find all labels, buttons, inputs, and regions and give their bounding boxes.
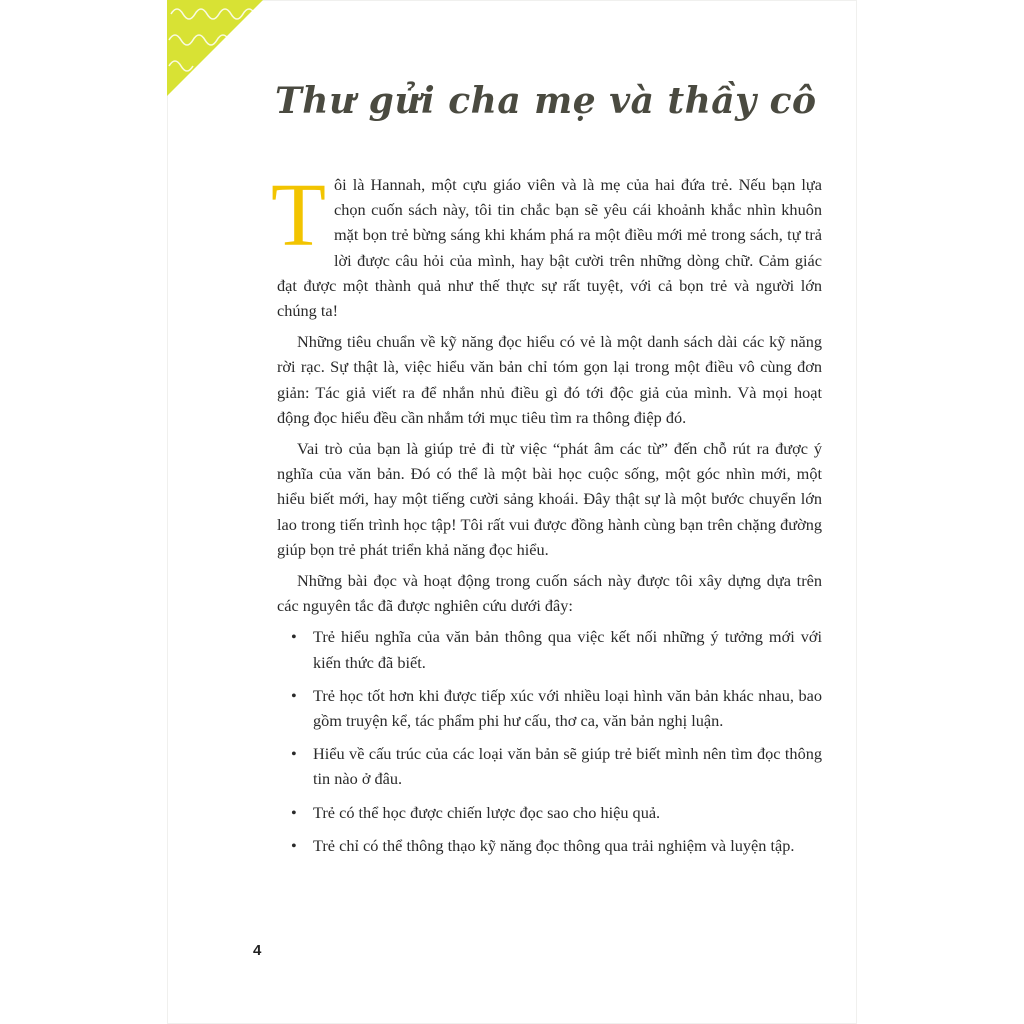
- page-title: Thư gửi cha mẹ và thầy cô: [275, 80, 817, 122]
- bullet-icon: •: [291, 685, 297, 705]
- list-item-text: Trẻ hiểu nghĩa của văn bản thông qua việc kết nối những ý tưởng mới với kiến thức đã biết.: [313, 627, 822, 672]
- list-item: [291, 683, 822, 733]
- list-item: [291, 624, 822, 674]
- principles-list: [277, 624, 822, 858]
- list-item-text: Trẻ chỉ có thể thông thạo kỹ năng đọc thông qua trải nghiệm và luyện tập.: [313, 835, 795, 855]
- list-item-text: Trẻ học tốt hơn khi được tiếp xúc với nhiều loại hình văn bản khác nhau, bao gồm truyện kể, tác phẩm phi hư cấu, thơ ca, văn bản nghị luận.: [313, 685, 822, 731]
- paragraph: Vai trò của bạn là giúp trẻ đi từ việc “phát âm các từ” đến chỗ rút ra được ý nghĩa của văn bản. Đó có thể là một bài học cuộc sống, một góc nhìn mới, một hiểu biết mới, hay một tiếng cười sảng khoái. Đây thật sự là một bước chuyển lớn lao trong tiến trình học tập! Tôi rất vui được đồng hành cùng bạn trên chặng đường giúp bọn trẻ phát triển khả năng đọc hiểu.: [277, 439, 822, 559]
- book-page: [167, 0, 857, 1024]
- list-item: [291, 833, 822, 858]
- paragraph: Những bài đọc và hoạt động trong cuốn sách này được tôi xây dựng dựa trên các nguyên tắc đã được nghiên cứu dưới đây:: [277, 571, 822, 616]
- bullet-icon: •: [291, 744, 297, 764]
- paragraph: Những tiêu chuẩn về kỹ năng đọc hiểu có vẻ là một danh sách dài các kỹ năng rời rạc. Sự thật là, việc hiểu văn bản chỉ tóm gọn lại trong một điều vô cùng đơn giản: Tác giả viết ra để nhắn nhủ điều gì đó tới độc giả của mình. Và mọi hoạt động đọc hiểu đều cần nhắm tới mục tiêu tìm ra thông điệp đó.: [277, 332, 822, 427]
- intro-text: ôi là Hannah, một cựu giáo viên và là mẹ của hai đứa trẻ. Nếu bạn lựa chọn cuốn sách này, tôi tin chắc bạn sẽ yêu cái khoảnh khắc nhìn khuôn mặt bọn trẻ bừng sáng khi khám phá ra một điều mới mẻ trong sách, tự trả lời được câu hỏi của mình, hay bật cười trên những dòng chữ. Cảm giác đạt được một thành quả như thế thực sự rất tuyệt, với cả bọn trẻ và người lớn chúng ta!: [277, 175, 822, 321]
- list-item-text: Hiểu về cấu trúc của các loại văn bản sẽ giúp trẻ biết mình nên tìm đọc thông tin nào ở đâu.: [313, 744, 822, 789]
- bullet-icon: •: [291, 802, 297, 822]
- intro-paragraph: [271, 166, 822, 323]
- drop-cap: T: [271, 166, 326, 265]
- page-number: 4: [253, 942, 262, 959]
- list-item-text: Trẻ có thể học được chiến lược đọc sao cho hiệu quả.: [313, 802, 661, 822]
- list-item: [291, 741, 822, 791]
- letter-body: [271, 166, 822, 866]
- bullet-icon: •: [291, 835, 297, 855]
- bullet-icon: •: [291, 627, 297, 647]
- list-item: [291, 800, 822, 825]
- decorative-corner-pattern: [167, 0, 263, 96]
